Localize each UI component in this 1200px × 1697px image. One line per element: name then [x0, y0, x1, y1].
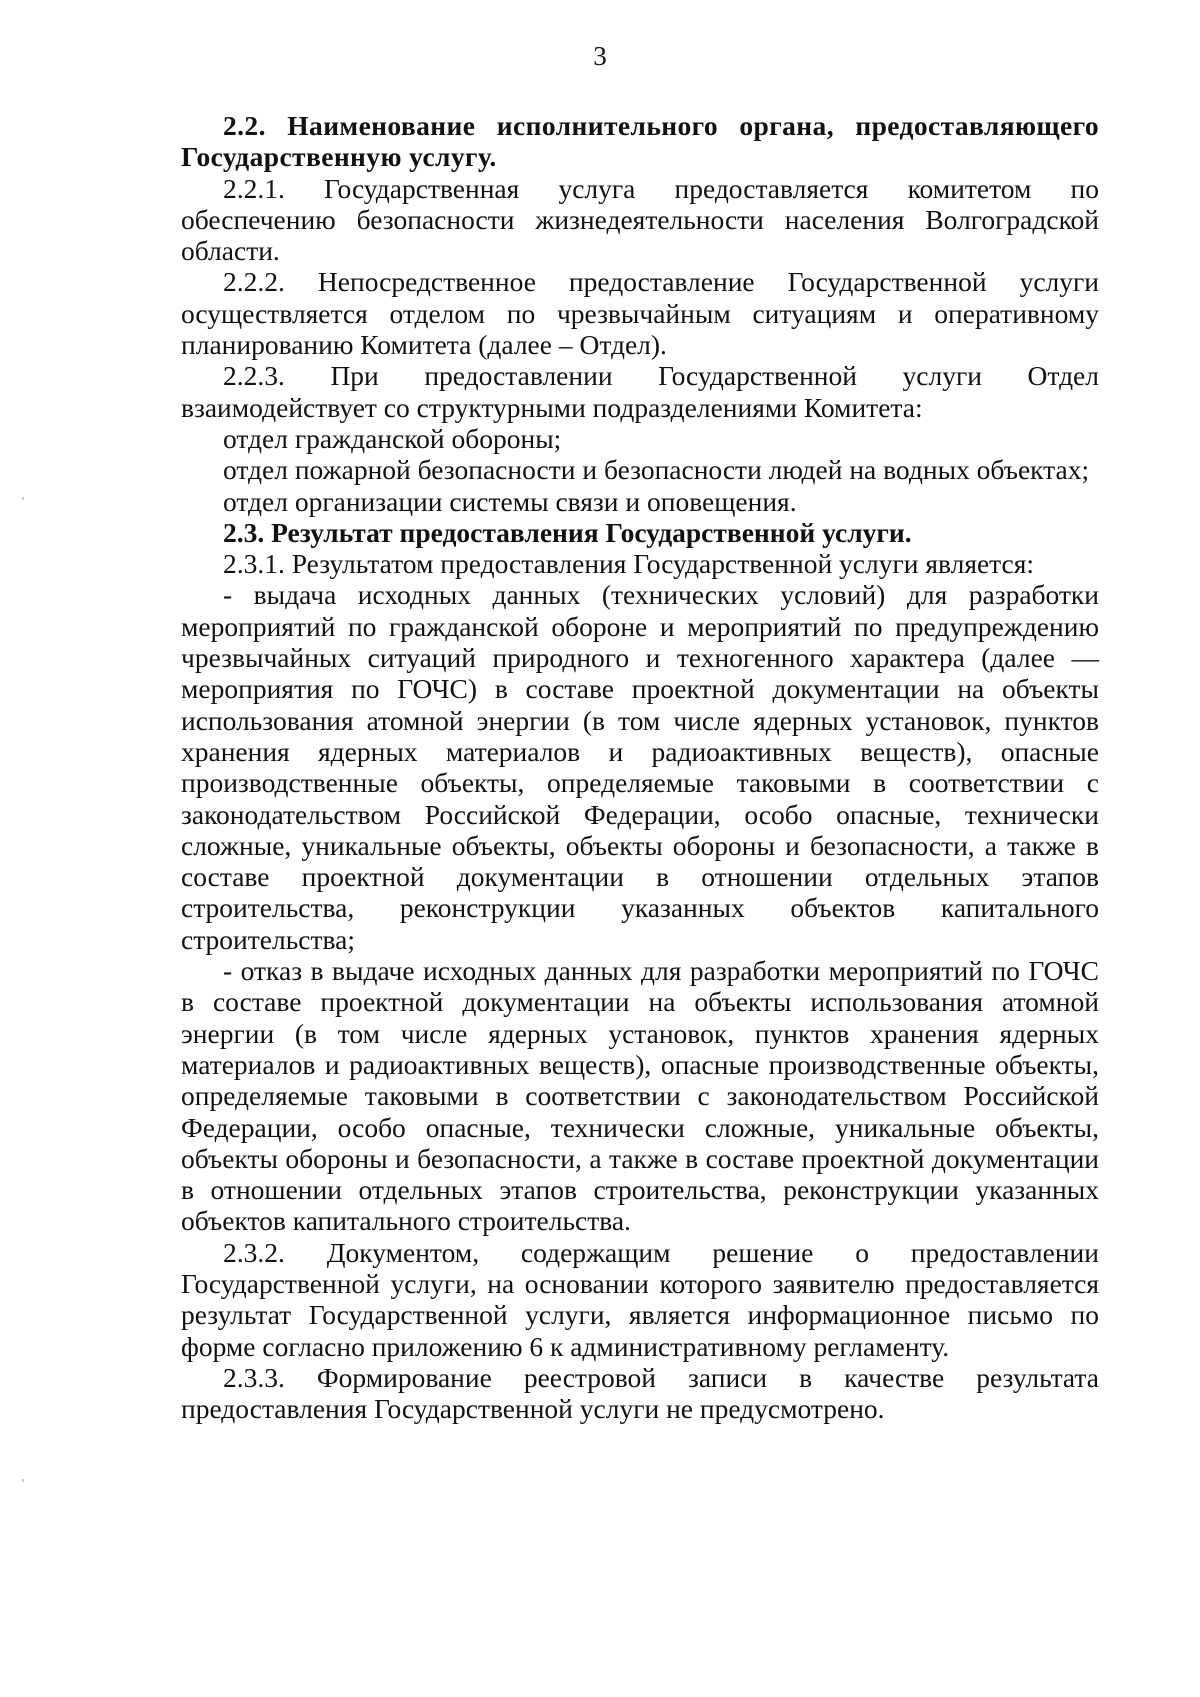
paragraph-2-3-1: 2.3.1. Результатом предоставления Государственной услуги является: [223, 548, 1035, 580]
list-item-civil-defense: отдел гражданской обороны; [223, 422, 562, 454]
list-item-fire-safety: отдел пожарной безопасности и безопасности людей на водных объектах; [223, 454, 1090, 486]
section-heading-2-2: 2.2. Наименование исполнительного органа, предоставляющего Государственную услугу. [181, 110, 1099, 173]
paragraph-2-2-3: 2.2.3. При предоставлении Государственной услуги Отдел взаимодействует со структурными подразделениями Комитета: [181, 360, 1099, 423]
scan-mark [22, 497, 24, 500]
document-body [181, 110, 1099, 1424]
page-number: 3 [593, 41, 607, 71]
paragraph-2-3-3: 2.3.3. Формирование реестровой записи в качестве результата предоставления Государственной услуги не предусмотрено. [181, 1361, 1099, 1425]
paragraph-2-3-2: 2.3.2. Документом, содержащим решение о предоставлении Государственной услуги, на основании которого заявителю предоставляется результат Государственной услуги, является информационное письмо по форме согласно приложению 6 к административному регламенту. [181, 1236, 1099, 1362]
list-item-communications: отдел организации системы связи и оповещения. [223, 485, 797, 517]
result-item-issue-data: - выдача исходных данных (технических условий) для разработки мероприятий по гражданской обороне и мероприятий по предупреждению чрезвычайных ситуаций природного и техногенного характера (далее — мероприятия по ГОЧС) в составе проектной документации на объекты использования атомной энергии (в том числе ядерных установок, пунктов хранения ядерных материалов и радиоактивных веществ), опасные производственные объекты, определяемые таковыми в соответствии с законодательством Российской Федерации, особо опасные, технически сложные, уникальные объекты, объекты обороны и безопасности, а также в составе проектной документации в отношении отдельных этапов строительства, реконструкции указанных объектов капитального строительства; [181, 579, 1099, 955]
paragraph-2-2-2: 2.2.2. Непосредственное предоставление Государственной услуги осуществляется отделом по чрезвычайным ситуациям и оперативному планированию Комитета (далее – Отдел). [181, 266, 1099, 361]
section-heading-2-3: 2.3. Результат предоставления Государственной услуги. [223, 516, 912, 548]
result-item-refusal: - отказ в выдаче исходных данных для разработки мероприятий по ГОЧС в составе проектной документации на объекты использования атомной энергии (в том числе ядерных установок, пунктов хранения ядерных материалов и радиоактивных веществ), опасные производственные объекты, определяемые таковыми в соответствии с законодательством Российской Федерации, особо опасные, технически сложные, уникальные объекты, объекты обороны и безопасности, а также в составе проектной документации в отношении отдельных этапов строительства, реконструкции указанных объектов капитального строительства. [181, 955, 1099, 1237]
scan-mark [22, 1479, 24, 1482]
paragraph-2-2-1: 2.2.1. Государственная услуга предоставляется комитетом по обеспечению безопасности жизнедеятельности населения Волгоградской области. [181, 172, 1099, 267]
